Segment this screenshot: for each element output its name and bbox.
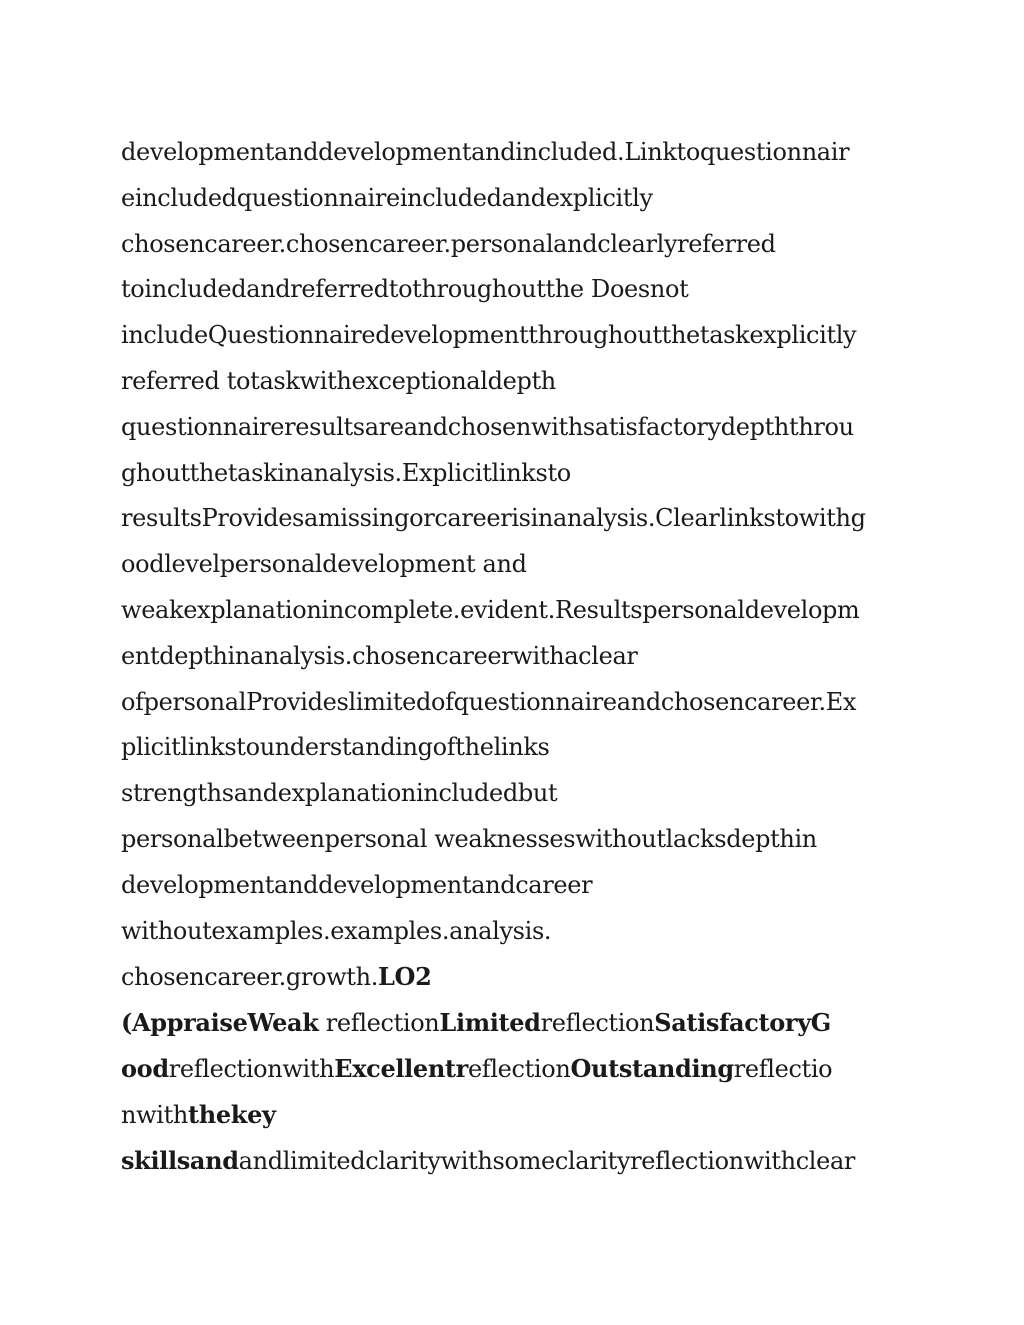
text-segment: developmentanddevelopmentandincluded.Linktoquestionnair [121, 138, 850, 166]
text-segment: oodlevelpersonaldevelopment and [121, 550, 527, 579]
text-line [121, 451, 921, 497]
text-segment: questionnaireresultsareandchosenwithsatisfactorydepththrou [121, 412, 854, 441]
document-body [121, 130, 921, 1183]
text-line [121, 496, 921, 542]
text-segment: reflectionwith [168, 1054, 335, 1083]
text-line [121, 1046, 921, 1092]
text-line [121, 313, 921, 359]
text-segment: andlimitedclaritywithsomeclarityreflectionwithclear [238, 1146, 856, 1175]
text-segment: personalbetweenpersonal weaknesseswithoutlacksdepthin [121, 824, 817, 853]
text-line [121, 680, 921, 726]
text-line [121, 1138, 921, 1184]
text-segment: reflectio [733, 1054, 833, 1083]
text-line [121, 222, 921, 268]
text-segment: nwith [121, 1100, 189, 1129]
bold-text-segment: Outstanding [570, 1053, 734, 1083]
text-line [121, 909, 921, 955]
bold-text-segment: ood [121, 1053, 169, 1083]
text-segment: entdepthinanalysis.chosencareerwithaclear [121, 641, 638, 670]
text-segment: toincludedandreferredtothroughoutthe Doesnot [121, 275, 689, 304]
text-line [121, 405, 921, 451]
text-segment: includeQuestionnairedevelopmentthroughoutthetaskexplicitly [121, 321, 857, 350]
bold-text-segment: Excellentr [334, 1053, 468, 1083]
text-line [121, 725, 921, 771]
text-line [121, 542, 921, 588]
text-segment: ghoutthetaskinanalysis.Explicitlinksto [121, 458, 571, 487]
text-segment: plicitlinkstounderstandingofthelinks [121, 733, 550, 762]
text-segment: resultsProvidesamissingorcareerisinanalysis.Clearlinkstowithg [121, 504, 866, 533]
bold-text-segment: Limited [439, 1008, 541, 1038]
text-segment: developmentanddevelopmentandcareer [121, 870, 593, 899]
text-line [121, 359, 921, 405]
text-segment: weakexplanationincomplete.evident.Resultspersonaldevelopm [121, 595, 860, 624]
text-segment: eflection [467, 1054, 571, 1083]
text-segment: strengthsandexplanationincludedbut [121, 779, 558, 808]
bold-text-segment: (AppraiseWeak [121, 1008, 319, 1038]
text-line [121, 954, 921, 1000]
text-segment: ofpersonalProvideslimitedofquestionnaireandchosencareer.Ex [121, 687, 857, 716]
text-line [121, 588, 921, 634]
text-line [121, 267, 921, 313]
text-line [121, 1000, 921, 1046]
text-line [121, 817, 921, 863]
text-segment: referred totaskwithexceptionaldepth [121, 366, 556, 395]
text-line [121, 863, 921, 909]
bold-text-segment: skillsand [121, 1145, 239, 1175]
text-line [121, 176, 921, 222]
text-line [121, 634, 921, 680]
text-segment: chosencareer.growth. [121, 963, 378, 992]
text-line [121, 771, 921, 817]
text-segment: eincludedquestionnaireincludedandexplicitly [121, 183, 653, 212]
text-segment: withoutexamples.examples.analysis. [121, 916, 552, 945]
text-segment: reflection [318, 1009, 440, 1038]
text-segment: reflection [540, 1009, 655, 1038]
text-segment: chosencareer.chosencareer.personalandclearlyreferred [121, 229, 776, 258]
bold-text-segment: LO2 [377, 962, 432, 992]
bold-text-segment: thekey [188, 1099, 276, 1129]
text-line [121, 1092, 921, 1138]
text-line [121, 130, 921, 176]
bold-text-segment: SatisfactoryG [654, 1008, 831, 1038]
